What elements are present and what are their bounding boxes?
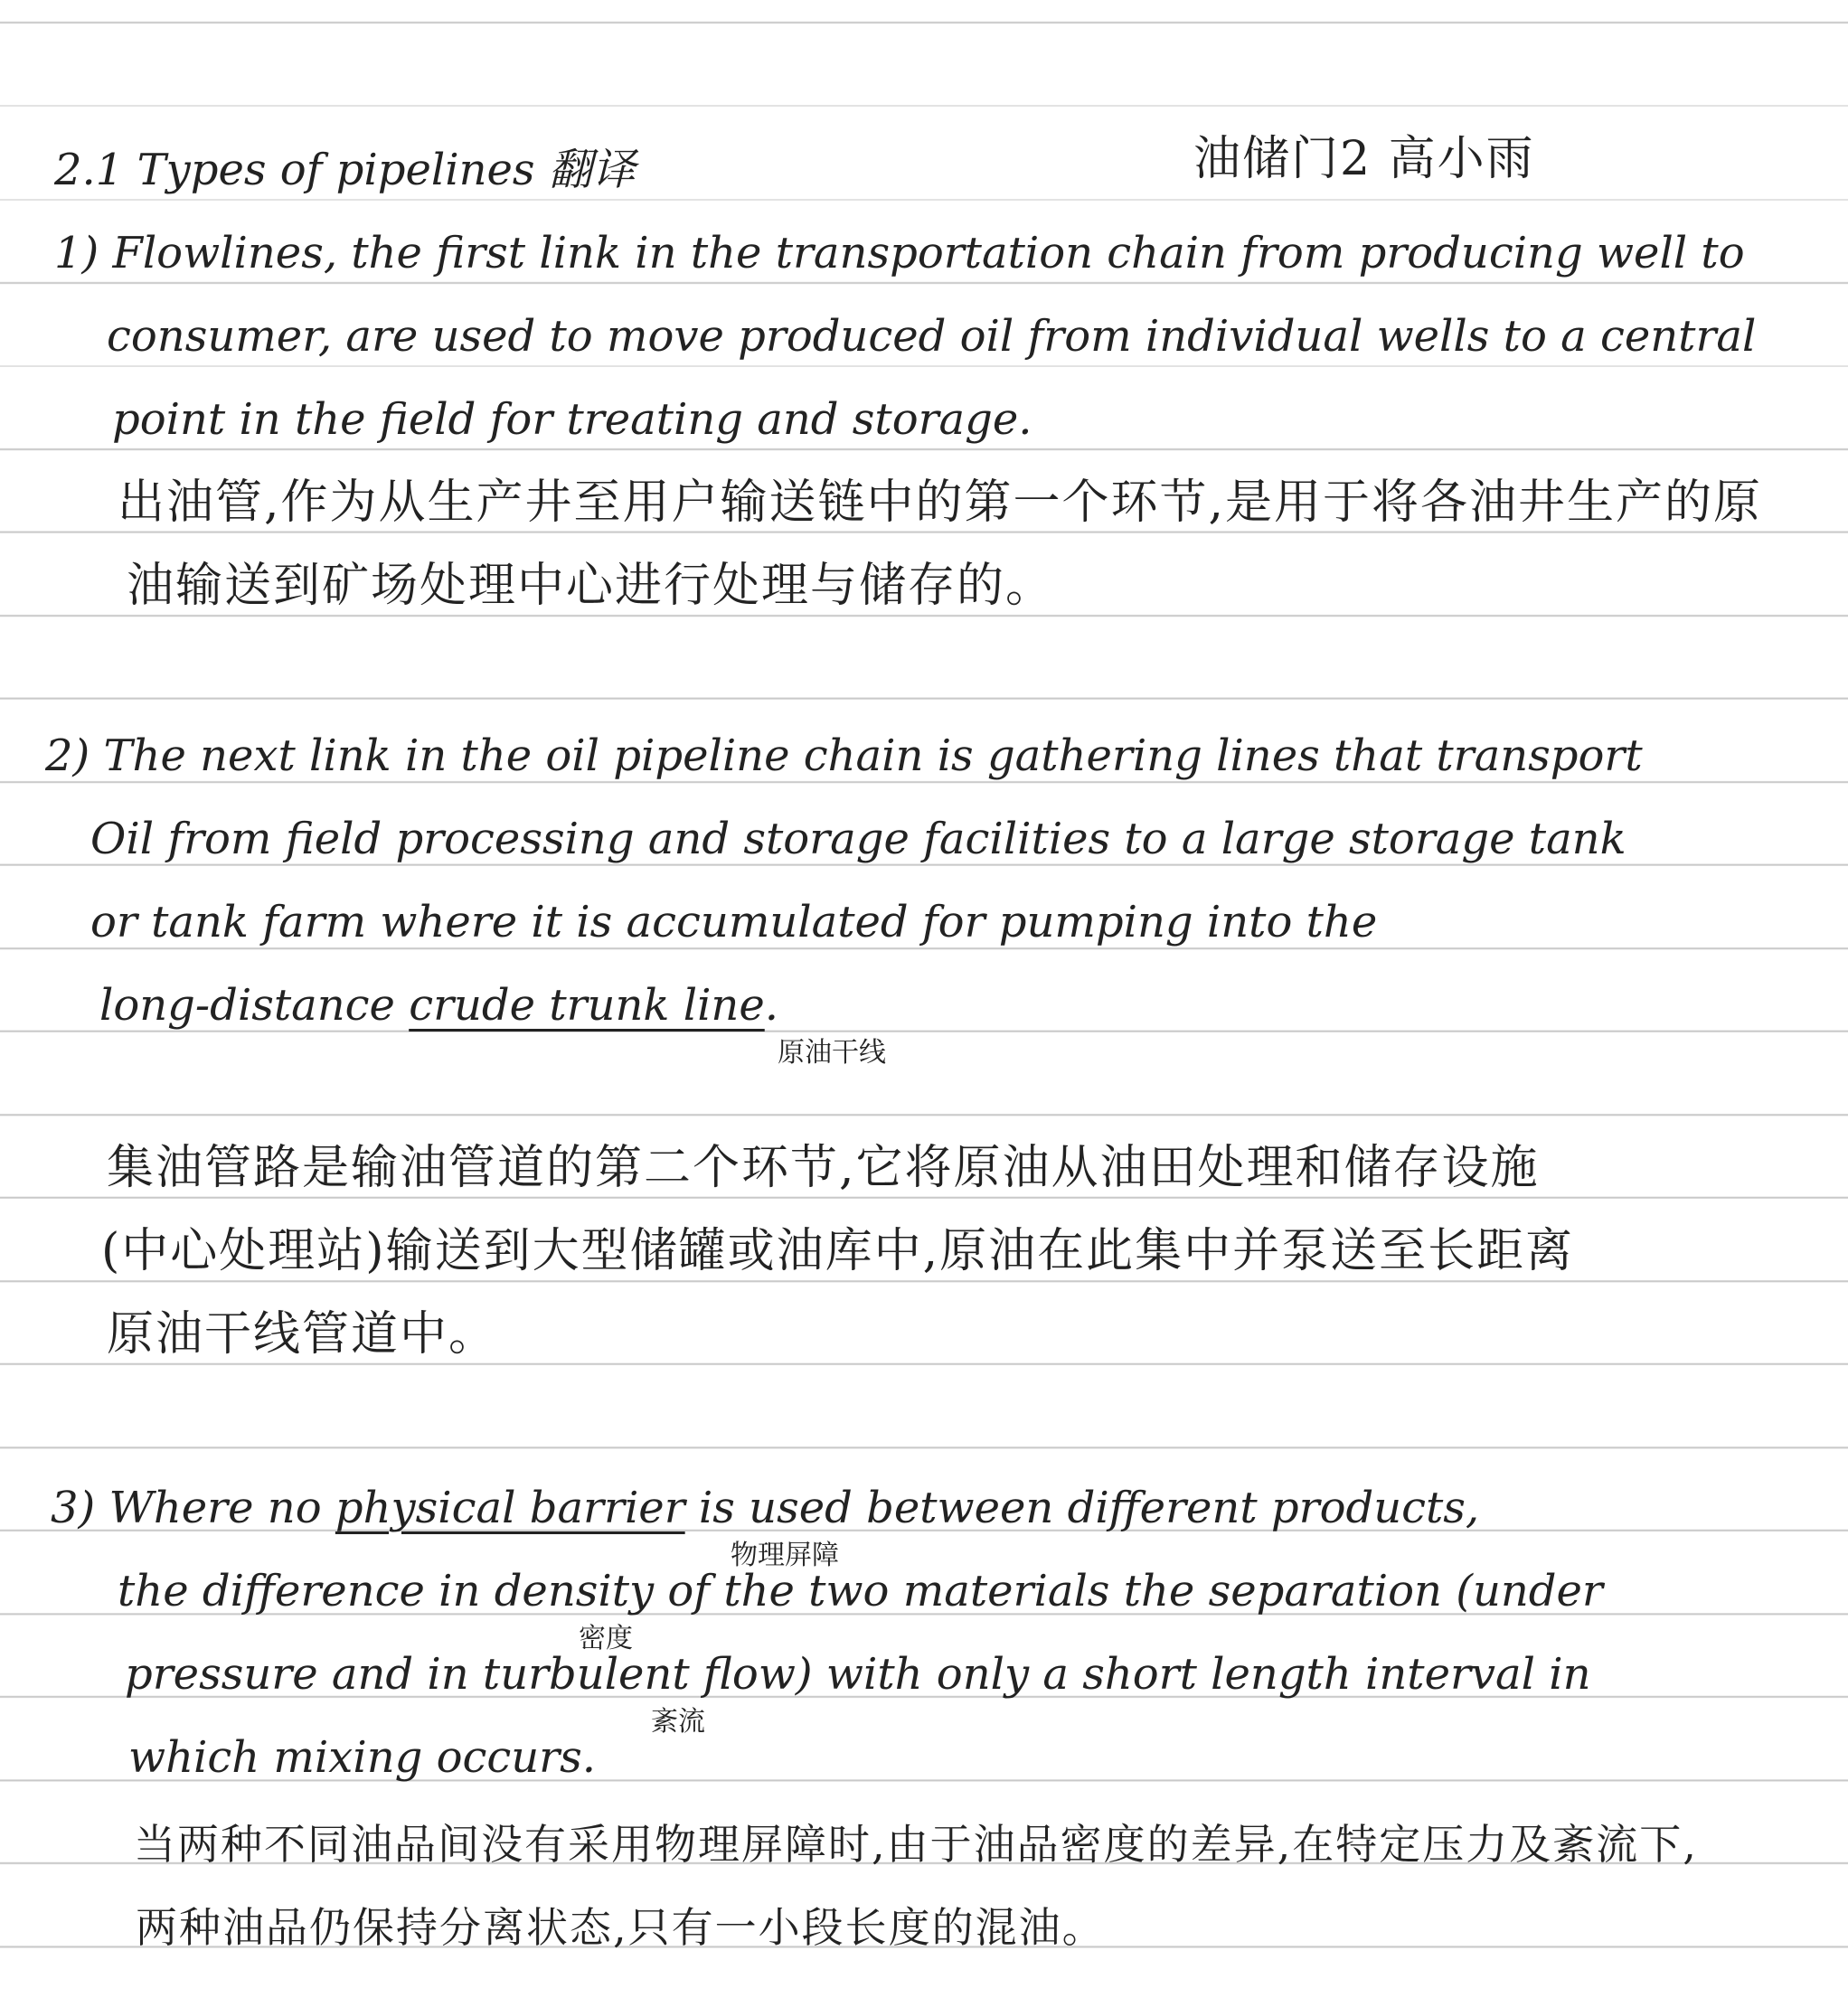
s1-en-line-1: 1) Flowlines, the first link in the transportation chain from producing well to xyxy=(54,228,1745,278)
s3-en-line-2: the difference in density of the two materials the separation (under xyxy=(118,1566,1603,1616)
crude-trunk-line-underlined: crude trunk line xyxy=(409,980,765,1031)
s1-en-line-2: consumer, are used to move produced oil from individual wells to a central xyxy=(107,311,1757,362)
annotation-crude-trunk-line: 原油干线 xyxy=(778,1037,886,1069)
s2-zh-line-1: 集油管路是输油管道的第二个环节,它将原油从油田处理和储存设施 xyxy=(107,1141,1540,1195)
annotation-physical-barrier: 物理屏障 xyxy=(731,1540,839,1571)
s3-en-line-1-end: is used between different products, xyxy=(684,1483,1480,1533)
s2-en-line-4 xyxy=(99,980,778,1031)
s3-en-line-1 xyxy=(51,1483,1479,1533)
s1-zh-line-1: 出油管,作为从生产井至用户输送链中的第一个环节,是用于将各油井生产的原 xyxy=(118,476,1763,530)
physical-barrier-underlined: physical barrier xyxy=(335,1483,685,1533)
s3-en-line-1-start: 3) Where no xyxy=(51,1483,335,1533)
s2-zh-line-2: (中心处理站)输送到大型储罐或油库中,原油在此集中并泵送至长距离 xyxy=(101,1224,1575,1278)
s1-en-line-3: point in the field for treating and storage. xyxy=(112,394,1032,445)
s3-en-line-3: pressure and in turbulent flow) with only a short length interval in xyxy=(125,1649,1591,1700)
s2-en-line-3: or tank farm where it is accumulated for pumping into the xyxy=(90,897,1378,947)
s3-en-line-4: which mixing occurs. xyxy=(128,1732,597,1783)
s2-en-line-4-start: long-distance xyxy=(99,980,410,1031)
annotation-density: 密度 xyxy=(579,1623,633,1654)
s2-en-line-1: 2) The next link in the oil pipeline chain is gathering lines that transport xyxy=(45,730,1643,781)
annotation-turbulent: 紊流 xyxy=(651,1706,705,1738)
s2-en-line-2: Oil from field processing and storage facilities to a large storage tank xyxy=(90,814,1626,864)
page-title: 2.1 Types of pipelines 翻译 xyxy=(54,145,636,195)
s1-zh-line-2: 油输送到矿场处理中心进行处理与储存的。 xyxy=(127,559,1055,613)
s2-en-line-4-end: . xyxy=(764,980,779,1031)
author-name: 油储门2 高小雨 xyxy=(1193,132,1535,186)
s2-zh-line-3: 原油干线管道中。 xyxy=(107,1307,498,1362)
s3-zh-line-2: 两种油品仍保持分离状态,只有一小段长度的混油。 xyxy=(136,1903,1106,1952)
s3-zh-line-1: 当两种不同油品间没有采用物理屏障时,由于油品密度的差异,在特定压力及紊流下, xyxy=(134,1820,1698,1869)
